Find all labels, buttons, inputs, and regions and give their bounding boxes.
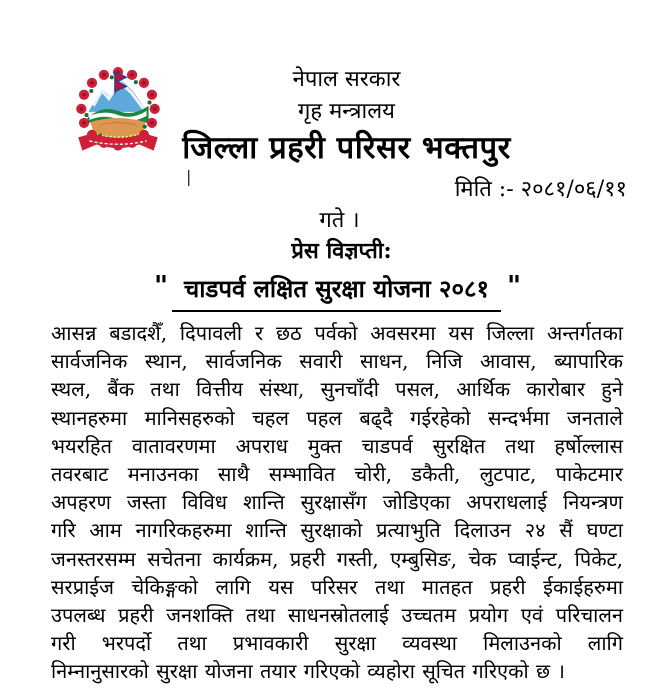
body-line: तवरबाट मनाउनका साथै सम्भावित चोरी, डकैती, लुटपाट, पाकेटमार — [51, 462, 623, 487]
emblem-graphic — [72, 64, 164, 170]
headline — [0, 269, 659, 312]
body-line: गरी भरपर्दो तथा प्रभावकारी सुरक्षा व्यवस्था मिलाउनको लागि — [51, 631, 623, 656]
ministry-name: गृह मन्त्रालय — [298, 99, 395, 124]
body-line: स्थानहरुमा मानिसहरुको चहल पहल बढ्दै गईरहेको सन्दर्भमा जनताले — [51, 405, 623, 430]
body-line: जनस्तरसम्म सचेतना कार्यक्रम, प्रहरी गस्ती, एम्बुसिङ, चेक प्वाईन्ट, पिकेट, — [51, 546, 623, 571]
press-release-label: प्रेस विज्ञप्ती: — [291, 238, 392, 264]
body-paragraph — [0, 319, 659, 686]
office-title: जिल्ला प्रहरी परिसर भक्तपुर — [182, 130, 511, 166]
date-line: मिति :- २०८१/०६/११ — [454, 177, 627, 202]
close-quote: " — [506, 271, 520, 302]
body-line: आसन्न बडादशैँ, दिपावली र छठ पर्वको अवसरमा यस जिल्ला अन्तर्गतका — [51, 321, 623, 345]
date-suffix: गते । — [319, 208, 360, 233]
government-name: नेपाल सरकार — [292, 67, 401, 92]
body-line: भयरहित वातावरणमा अपराध मुक्त चाडपर्व सुरक्षित तथा हर्षोल्लास — [51, 433, 623, 458]
stray-mark: | — [186, 167, 192, 186]
nepal-government-emblem-icon — [72, 64, 164, 170]
body-line: गरि आम नागरिकहरुमा शान्ति सुरक्षाको प्रत्याभुति दिलाउन २४ सैं घण्टा — [51, 518, 623, 543]
open-quote: " — [153, 271, 167, 302]
body-line: सरप्राईज चेकिङ्गको लागि यस परिसर तथा मातहत प्रहरी ईकाईहरुमा — [51, 574, 623, 599]
headline-text: चाडपर्व लक्षित सुरक्षा योजना २०८१ — [172, 271, 501, 312]
body-line: अपहरण जस्ता विविध शान्ति सुरक्षासँग जोडिएका अपराधलाई नियन्त्रण — [51, 490, 623, 515]
body-line: निम्नानुसारको सुरक्षा योजना तयार गरिएको व्यहोरा सूचित गरिएको छ । — [51, 659, 565, 684]
body-line: उपलब्ध प्रहरी जनशक्ति तथा साधनस्रोतलाई उच्चतम प्रयोग एवं परिचालन — [51, 603, 623, 628]
body-line: सार्वजनिक स्थान, सार्वजनिक सवारी साधन, निजि आवास, ब्यापारिक — [51, 349, 623, 374]
body-line: स्थल, बैंक तथा वित्तीय संस्था, सुनचाँदी पसल, आर्थिक कारोबार हुने — [51, 377, 623, 402]
